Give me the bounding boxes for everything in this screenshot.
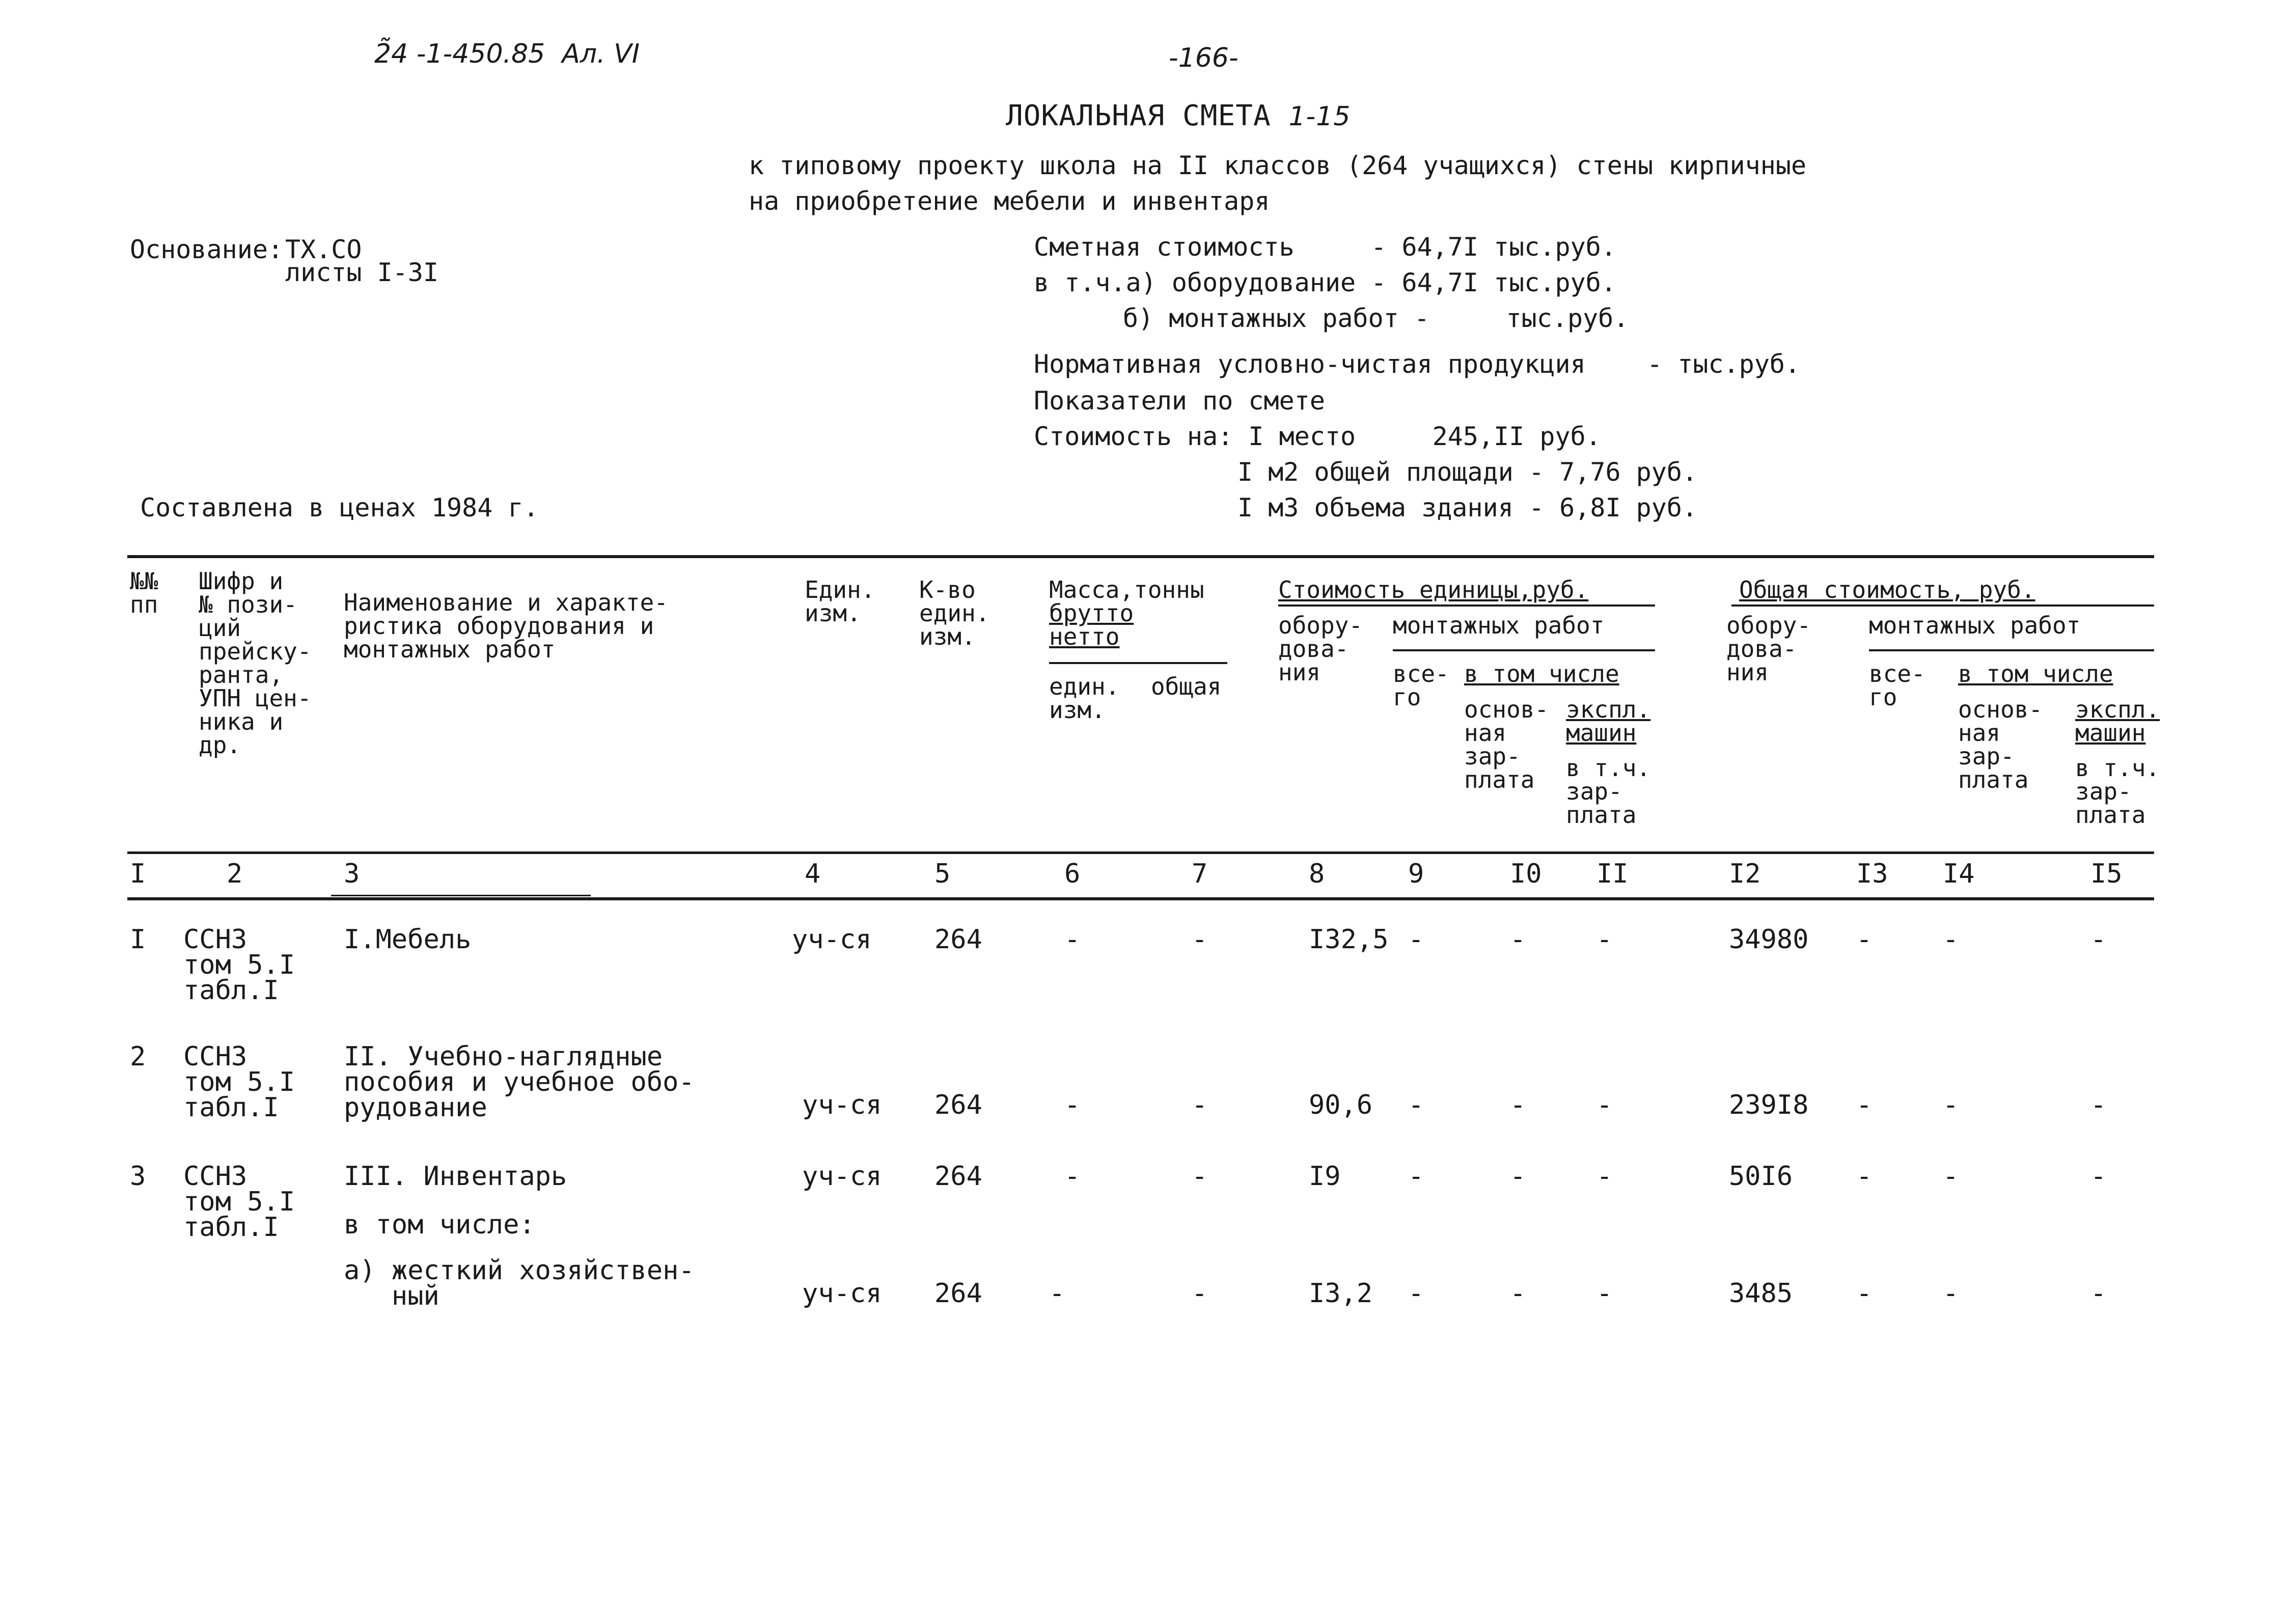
header-unit-equipment: обору- дова- ния bbox=[1278, 612, 1363, 686]
rule-total-cost bbox=[1731, 604, 2154, 607]
header-total-including: в том числе bbox=[1958, 660, 2113, 687]
row2-mass-total: - bbox=[1192, 1090, 1208, 1120]
row3-col15: - bbox=[2090, 1161, 2107, 1192]
row1-qty: 264 bbox=[934, 924, 982, 955]
header-unit-machines: экспл. машин bbox=[1566, 696, 1651, 747]
row3-col13: - bbox=[1856, 1161, 1872, 1192]
subtitle-line-2: на приобретение мебели и инвентаря bbox=[749, 186, 1270, 216]
header-quantity: К-во един. изм. bbox=[919, 576, 990, 650]
header-number: №№ пп bbox=[130, 567, 158, 618]
subrow-unit: уч-ся bbox=[802, 1278, 882, 1309]
header-total-machines-wage: в т.ч. зар- плата bbox=[2075, 754, 2160, 829]
row1-col9: - bbox=[1408, 924, 1424, 955]
row3-qty: 264 bbox=[934, 1161, 982, 1192]
header-total-equipment: обору- дова- ния bbox=[1726, 612, 1811, 686]
album-number: Ал. VI bbox=[562, 39, 640, 69]
header-unit-including: в том числе bbox=[1464, 660, 1619, 687]
row2-number: 2 bbox=[130, 1041, 146, 1072]
header-unit-mounting: монтажных работ bbox=[1393, 612, 1605, 639]
row1-name: I.Мебель bbox=[344, 924, 472, 955]
colnum-7: 7 bbox=[1192, 859, 1208, 889]
subrow-total-equipment: 3485 bbox=[1729, 1278, 1793, 1309]
colnum-14: I4 bbox=[1943, 859, 1975, 889]
document-title: ЛОКАЛЬНАЯ СМЕТА 1-15 bbox=[1006, 99, 1351, 132]
header-total-mounting: монтажных работ bbox=[1869, 612, 2081, 639]
page-number: -166- bbox=[1169, 43, 1238, 73]
header-name: Наименование и характе- ристика оборудования и монтажных работ bbox=[344, 589, 668, 663]
row2-code: ССНЗ том 5.I табл.I bbox=[183, 1041, 295, 1123]
subrow-mass-total: - bbox=[1192, 1278, 1208, 1309]
table-top-rule bbox=[127, 555, 2154, 558]
subrow-col15: - bbox=[2090, 1278, 2107, 1309]
row1-mass-total: - bbox=[1192, 924, 1208, 955]
colnum-3: 3 bbox=[344, 859, 360, 889]
summary-cost-per-m3: I м3 объема здания - 6,8I руб. bbox=[1237, 493, 1698, 522]
basis-label: Основание: bbox=[130, 235, 284, 264]
subrow-col13: - bbox=[1856, 1278, 1872, 1309]
row2-total-equipment: 239I8 bbox=[1729, 1090, 1809, 1120]
rule-mount-total bbox=[1869, 649, 2154, 651]
colnum-13: I3 bbox=[1856, 859, 1888, 889]
row1-col11: - bbox=[1596, 924, 1613, 955]
row3-code: ССНЗ том 5.I табл.I bbox=[183, 1161, 295, 1243]
row2-col10: - bbox=[1510, 1090, 1526, 1120]
colnum-8: 8 bbox=[1309, 859, 1325, 889]
row3-number: 3 bbox=[130, 1161, 146, 1192]
header-total-machines: экспл. машин bbox=[2075, 696, 2160, 747]
header-unit-cost: Стоимость единицы,руб. bbox=[1278, 576, 1589, 603]
header-mass: Масса,тонны брутто нетто bbox=[1049, 576, 1204, 650]
colnum-bottom-rule bbox=[127, 897, 2154, 900]
row1-code: ССНЗ том 5.I табл.I bbox=[183, 924, 295, 1006]
row3-unit: уч-ся bbox=[802, 1161, 882, 1192]
colnum-10: I0 bbox=[1510, 859, 1542, 889]
colnum-11: II bbox=[1596, 859, 1629, 889]
row1-unit: уч-ся bbox=[792, 924, 872, 955]
row2-equipment: 90,6 bbox=[1309, 1090, 1373, 1120]
row3-equipment: I9 bbox=[1309, 1161, 1341, 1192]
colnum-15: I5 bbox=[2090, 859, 2123, 889]
row2-unit: уч-ся bbox=[802, 1090, 882, 1120]
including-label: в том числе: bbox=[344, 1209, 535, 1240]
row3-name: III. Инвентарь bbox=[344, 1161, 567, 1192]
rule-mass bbox=[1049, 662, 1227, 664]
summary-normative-product: Нормативная условно-чистая продукция - тыс.руб. bbox=[1034, 349, 1801, 379]
header-unit-mount-total: все- го bbox=[1393, 660, 1449, 711]
header-mass-unit: един. изм. bbox=[1049, 673, 1120, 724]
row1-number: I bbox=[130, 924, 146, 955]
row2-col11: - bbox=[1596, 1090, 1613, 1120]
rule-mount-unit bbox=[1393, 649, 1655, 651]
header-unit-machines-wage: в т.ч. зар- плата bbox=[1566, 754, 1651, 829]
row2-qty: 264 bbox=[934, 1090, 982, 1120]
colnum-6: 6 bbox=[1064, 859, 1081, 889]
summary-indicators: Показатели по смете bbox=[1034, 386, 1325, 416]
row1-col10: - bbox=[1510, 924, 1526, 955]
basis-value: ТХ.СО bbox=[285, 235, 362, 264]
subtitle-line-1: к типовому проекту школа на II классов (264 учащихся) стены кирпичные bbox=[749, 151, 1807, 180]
subrow-col9: - bbox=[1408, 1278, 1424, 1309]
header-bottom-rule bbox=[127, 851, 2154, 854]
summary-equipment: в т.ч.а) оборудование - 64,7I тыс.руб. bbox=[1034, 268, 1616, 297]
row1-col14: - bbox=[1943, 924, 1959, 955]
row1-equipment: I32,5 bbox=[1309, 924, 1389, 955]
header-unit-wage: основ- ная зар- плата bbox=[1464, 696, 1549, 793]
summary-estimated-cost: Сметная стоимость - 64,7I тыс.руб. bbox=[1034, 232, 1616, 262]
subrow-mass-unit: - bbox=[1049, 1278, 1065, 1309]
header-total-wage: основ- ная зар- плата bbox=[1958, 696, 2043, 793]
colnum-9: 9 bbox=[1408, 859, 1424, 889]
row1-total-equipment: 34980 bbox=[1729, 924, 1809, 955]
estimate-number: 1-15 bbox=[1288, 101, 1351, 132]
row3-mass-total: - bbox=[1192, 1161, 1208, 1192]
header-unit: Един. изм. bbox=[805, 576, 875, 627]
row1-col15: - bbox=[2090, 924, 2107, 955]
colnum-4: 4 bbox=[805, 859, 821, 889]
summary-cost-per-place: Стоимость на: I место 245,II руб. bbox=[1034, 422, 1601, 451]
colnum-1: I bbox=[130, 859, 146, 889]
row3-total-equipment: 50I6 bbox=[1729, 1161, 1793, 1192]
row3-col11: - bbox=[1596, 1161, 1613, 1192]
basis-sheets: листы I-3I bbox=[285, 258, 439, 287]
row2-col13: - bbox=[1856, 1090, 1872, 1120]
colnum-2: 2 bbox=[227, 859, 243, 889]
prices-note: Составлена в ценах 1984 г. bbox=[140, 493, 539, 522]
subrow-name: а) жесткий хозяйствен- ный bbox=[344, 1255, 695, 1311]
subrow-col11: - bbox=[1596, 1278, 1613, 1309]
colnum-12: I2 bbox=[1729, 859, 1761, 889]
row2-col15: - bbox=[2090, 1090, 2107, 1120]
subrow-qty: 264 bbox=[934, 1278, 982, 1309]
row3-col10: - bbox=[1510, 1161, 1526, 1192]
rule-colnum-3 bbox=[331, 895, 591, 896]
colnum-5: 5 bbox=[934, 859, 951, 889]
summary-cost-per-m2: I м2 общей площади - 7,76 руб. bbox=[1237, 457, 1698, 487]
row2-mass-unit: - bbox=[1064, 1090, 1081, 1120]
document-code: 2̃4 -1-450.85 Ал. VI bbox=[374, 39, 640, 69]
subrow-equipment: I3,2 bbox=[1309, 1278, 1373, 1309]
summary-installation: б) монтажных работ - тыс.руб. bbox=[1123, 304, 1629, 333]
row1-col13: - bbox=[1856, 924, 1872, 955]
subrow-col14: - bbox=[1943, 1278, 1959, 1309]
row3-mass-unit: - bbox=[1064, 1161, 1081, 1192]
rule-unit-cost bbox=[1278, 604, 1655, 607]
header-mass-total: общая bbox=[1151, 673, 1222, 700]
row2-col14: - bbox=[1943, 1090, 1959, 1120]
header-total-mount-total: все- го bbox=[1869, 660, 1925, 711]
subrow-col10: - bbox=[1510, 1278, 1526, 1309]
row3-col14: - bbox=[1943, 1161, 1959, 1192]
header-total-cost: Общая стоимость, руб. bbox=[1739, 576, 2035, 603]
header-code: Шифр и № пози- ций прейску- ранта, УПН цен- ника и др. bbox=[199, 567, 312, 759]
row2-name: II. Учебно-наглядные пособия и учебное обо- рудование bbox=[344, 1041, 695, 1123]
row1-mass-unit: - bbox=[1064, 924, 1081, 955]
row2-col9: - bbox=[1408, 1090, 1424, 1120]
row3-col9: - bbox=[1408, 1161, 1424, 1192]
